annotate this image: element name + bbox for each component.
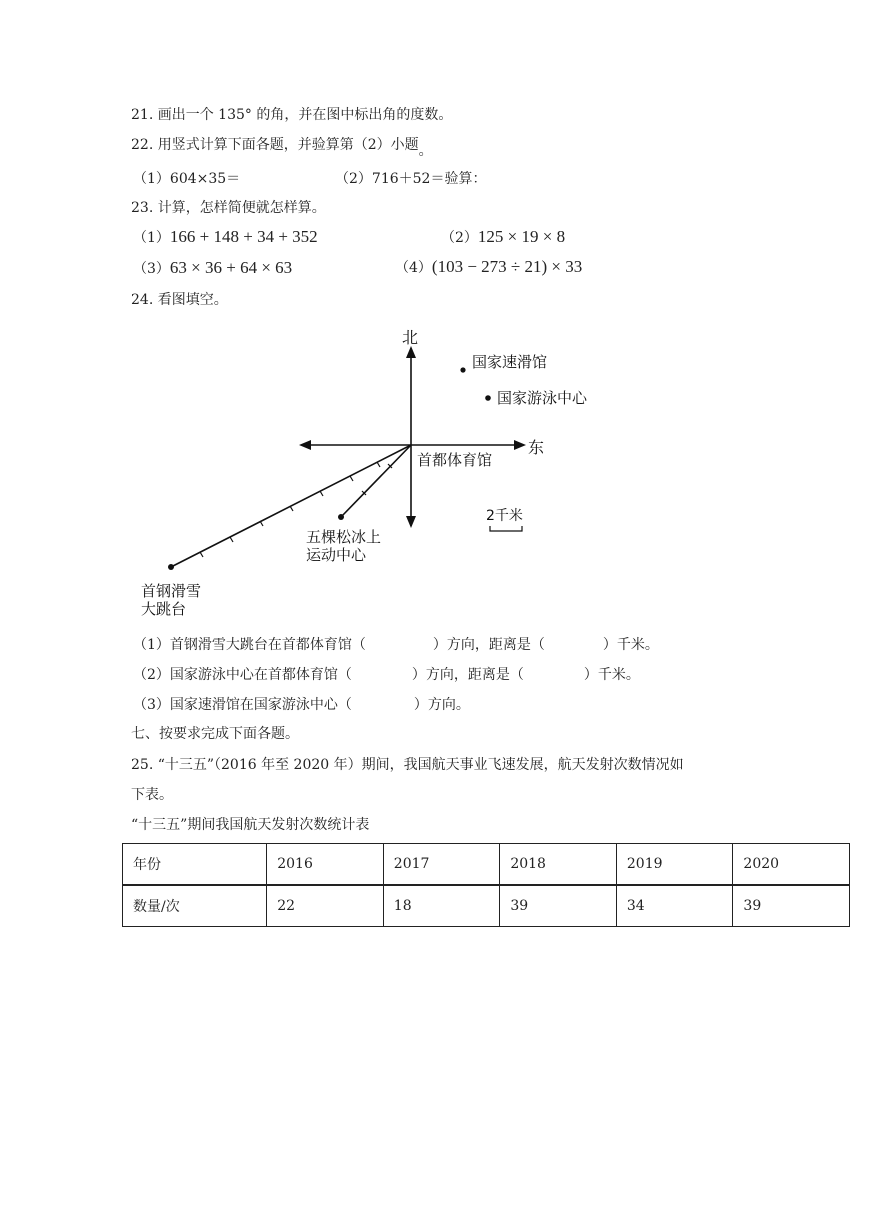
scale-label: 2千米 — [486, 508, 523, 524]
q24-title: 24. 看图填空。 — [131, 292, 228, 308]
table-header-row — [123, 844, 850, 886]
q23-part2-expr: 125 × 19 × 8 — [477, 227, 566, 246]
table-cell: 年份 — [123, 844, 267, 886]
q24-s2-c: ）千米。 — [583, 667, 640, 683]
center-label: 首都体育馆 — [417, 451, 493, 469]
q22-part2: （2）716＋52＝验算： — [335, 171, 487, 187]
scale-bar — [490, 526, 522, 531]
q23-part4-label: （4） — [395, 260, 432, 276]
north-arrowhead — [406, 346, 416, 358]
q22-title-text: 22. 用竖式计算下面各题，并验算第（2）小题 — [131, 137, 419, 153]
table-cell: 2016 — [267, 844, 384, 886]
q24-s3-b: ）方向。 — [413, 697, 470, 713]
q25-line1: 25. “十三五”（2016 年至 2020 年）期间，我国航天事业飞速发展，航天发射次数情况如 — [131, 757, 684, 773]
shougang-point — [168, 564, 174, 570]
speed-skating-point — [460, 367, 465, 372]
launch-stats-table — [122, 843, 850, 927]
table-cell: 39 — [733, 885, 850, 927]
q24-statement3 — [133, 696, 470, 714]
table-cell: 2020 — [733, 844, 850, 886]
q24-statement1 — [133, 636, 659, 654]
q23-part1-expr: 166 + 148 + 34 + 352 — [169, 227, 318, 246]
shougang-line — [171, 445, 411, 567]
q24-s1-b: ）方向，距离是（ — [432, 637, 545, 653]
wukesong-label-line2: 运动中心 — [306, 546, 367, 564]
wukesong-point — [338, 514, 344, 520]
aquatics-point — [485, 395, 491, 401]
east-label: 东 — [528, 438, 545, 457]
table-cell: 2018 — [500, 844, 617, 886]
q22-title-dot: 。 — [418, 143, 433, 159]
wukesong-line — [341, 445, 411, 517]
west-arrowhead — [299, 440, 311, 450]
q24-s3-a: （3）国家速滑馆在国家游泳中心（ — [133, 697, 352, 713]
table-cell: 18 — [383, 885, 500, 927]
east-arrowhead — [514, 440, 526, 450]
table-cell: 22 — [267, 885, 384, 927]
q22-part1: （1）604×35＝ — [133, 171, 241, 187]
q23-title: 23. 计算，怎样简便就怎样算。 — [131, 200, 326, 216]
q23-part1-label: （1） — [133, 230, 170, 246]
table-row — [123, 885, 850, 927]
table-cell: 2017 — [383, 844, 500, 886]
q21-text: 21. 画出一个 135° 的角，并在图中标出角的度数。 — [131, 107, 453, 123]
q24-s1-a: （1）首钢滑雪大跳台在首都体育馆（ — [133, 637, 366, 653]
north-label: 北 — [402, 328, 419, 347]
speed-skating-label: 国家速滑馆 — [472, 353, 548, 371]
table-cell: 数量/次 — [123, 885, 267, 927]
shougang-label-line1: 首钢滑雪 — [141, 582, 202, 600]
aquatics-label: 国家游泳中心 — [497, 389, 588, 407]
q23-part3-label: （3） — [133, 261, 170, 277]
table-cell: 2019 — [616, 844, 733, 886]
q24-s2-a: （2）国家游泳中心在首都体育馆（ — [133, 667, 352, 683]
q25-table-title: “十三五”期间我国航天发射次数统计表 — [131, 817, 370, 833]
table-cell: 39 — [500, 885, 617, 927]
q23-part4-expr: (103 − 273 ÷ 21) × 33 — [431, 257, 583, 276]
wukesong-label-line1: 五棵松冰上 — [306, 528, 382, 546]
q24-s2-b: ）方向，距离是（ — [411, 667, 524, 683]
q24-statement2 — [133, 666, 640, 684]
south-arrowhead — [406, 516, 416, 528]
section7-heading: 七、按要求完成下面各题。 — [131, 726, 299, 742]
q23-part2-label: （2） — [441, 230, 478, 246]
q25-line2: 下表。 — [131, 787, 173, 803]
table-cell: 34 — [616, 885, 733, 927]
shougang-label-line2: 大跳台 — [141, 600, 187, 618]
q23-part3-expr: 63 × 36 + 64 × 63 — [169, 258, 293, 277]
q24-s1-c: ）千米。 — [602, 637, 659, 653]
